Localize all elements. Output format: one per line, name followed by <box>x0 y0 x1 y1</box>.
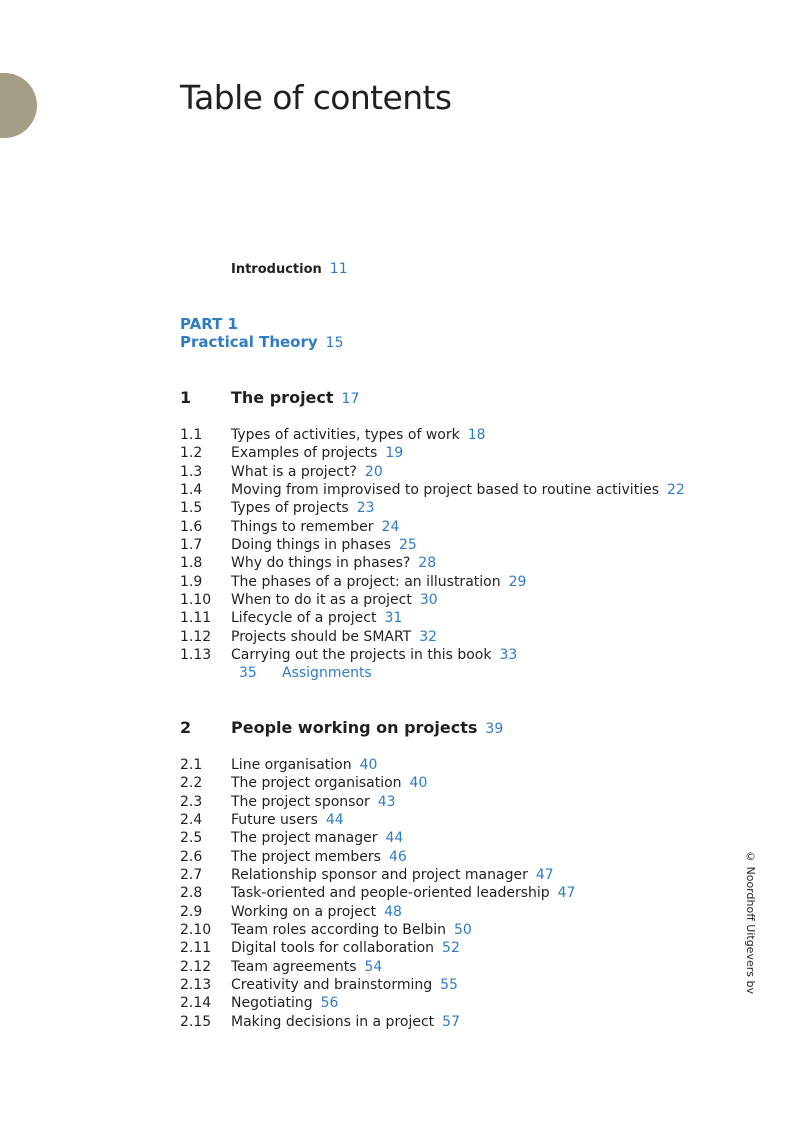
chapter-page-number: 39 <box>485 721 504 737</box>
section-page-number: 48 <box>384 903 402 920</box>
section-number: 2.8 <box>180 885 203 902</box>
section-title: Making decisions in a project <box>231 1013 435 1030</box>
chapter-title: The project <box>231 388 334 407</box>
section-number: 1.1 <box>180 427 203 443</box>
section-page-number: 47 <box>557 885 576 902</box>
section-number: 1.8 <box>180 555 203 572</box>
assignments-title: Assignments <box>282 665 372 682</box>
section-page-number: 57 <box>442 1013 460 1030</box>
part-title: Practical Theory <box>180 333 318 351</box>
section-page-number: 44 <box>385 830 404 847</box>
section-page-number: 44 <box>325 812 344 829</box>
section-number: 2.10 <box>180 922 212 939</box>
section-number: 1.5 <box>180 500 203 517</box>
toc-introduction[interactable] <box>231 261 348 277</box>
section-page-number: 28 <box>418 555 437 572</box>
section-entry-1-13[interactable] <box>180 646 740 664</box>
section-page-number: 46 <box>388 848 407 865</box>
section-entry-1-1[interactable] <box>180 426 740 444</box>
toc-chapter-1 <box>180 388 740 683</box>
section-entry-2-6[interactable] <box>180 848 740 866</box>
section-page-number: 30 <box>419 592 438 609</box>
section-number: 2.14 <box>180 995 212 1012</box>
section-number: 1.13 <box>180 647 212 664</box>
section-page-number: 32 <box>419 628 438 645</box>
section-page-number: 24 <box>381 518 400 535</box>
section-list <box>180 756 740 1031</box>
section-page-number: 29 <box>508 573 527 590</box>
section-number: 2.3 <box>180 793 203 810</box>
section-title: Task-oriented and people-oriented leadership <box>231 885 550 902</box>
section-title: The phases of a project: an illustration <box>231 573 501 590</box>
section-entry-1-8[interactable] <box>180 554 740 572</box>
section-title: Types of activities, types of work <box>231 427 460 443</box>
section-entry-2-7[interactable] <box>180 866 740 884</box>
section-number: 2.4 <box>180 812 203 829</box>
section-title: Team roles according to Belbin <box>231 922 447 939</box>
section-entry-2-10[interactable] <box>180 921 740 939</box>
section-entry-1-4[interactable] <box>180 481 740 499</box>
section-entry-2-11[interactable] <box>180 939 740 957</box>
page-title: Table of contents <box>180 78 452 117</box>
section-number: 2.5 <box>180 830 203 847</box>
section-number: 2.7 <box>180 867 203 884</box>
section-page-number: 40 <box>359 757 378 773</box>
section-title: The project sponsor <box>231 793 370 810</box>
section-entry-1-7[interactable] <box>180 536 740 554</box>
section-title: Why do things in phases? <box>231 555 411 572</box>
section-entry-2-3[interactable] <box>180 793 740 811</box>
section-title: Creativity and brainstorming <box>231 977 433 994</box>
section-title: Team agreements <box>231 958 357 975</box>
part-label: PART 1 <box>180 315 238 333</box>
section-page-number: 31 <box>384 610 403 627</box>
section-page-number: 18 <box>467 427 486 443</box>
section-page-number: 55 <box>440 977 458 994</box>
section-number: 1.12 <box>180 628 212 645</box>
section-title: Carrying out the projects in this book <box>231 647 492 664</box>
section-page-number: 43 <box>377 793 396 810</box>
section-entry-2-12[interactable] <box>180 958 740 976</box>
chapter-heading[interactable] <box>180 718 740 738</box>
section-number: 1.6 <box>180 518 203 535</box>
section-page-number: 19 <box>385 445 404 462</box>
section-entry-1-3[interactable] <box>180 463 740 481</box>
chapter-page-number: 17 <box>341 391 360 407</box>
section-number: 2.9 <box>180 903 203 920</box>
assignments-entry[interactable] <box>180 664 740 682</box>
part-title-entry[interactable] <box>180 333 344 353</box>
section-title: Negotiating <box>231 995 313 1012</box>
section-number: 1.9 <box>180 573 203 590</box>
section-entry-2-5[interactable] <box>180 829 740 847</box>
section-page-number: 20 <box>364 463 383 480</box>
section-entry-1-2[interactable] <box>180 444 740 462</box>
section-entry-1-9[interactable] <box>180 573 740 591</box>
introduction-page-number: 11 <box>329 261 348 277</box>
chapter-number: 2 <box>180 718 192 737</box>
section-title: Working on a project <box>231 903 377 920</box>
section-page-number: 40 <box>409 775 428 792</box>
section-title: Moving from improvised to project based to routine activities <box>231 482 659 499</box>
section-title: Projects should be SMART <box>231 628 412 645</box>
section-title: Digital tools for collaboration <box>231 940 435 957</box>
section-entry-2-8[interactable] <box>180 884 740 902</box>
section-number: 1.10 <box>180 592 212 609</box>
copyright-notice: © Noordhoff Uitgevers bv <box>744 850 757 994</box>
section-entry-1-5[interactable] <box>180 499 740 517</box>
section-entry-2-9[interactable] <box>180 903 740 921</box>
section-page-number: 47 <box>535 867 554 884</box>
part-page-number: 15 <box>325 335 344 351</box>
section-title: Types of projects <box>231 500 349 517</box>
section-page-number: 52 <box>442 940 460 957</box>
section-title: Doing things in phases <box>231 537 391 554</box>
section-page-number: 23 <box>356 500 375 517</box>
section-number: 1.2 <box>180 445 203 462</box>
section-title: When to do it as a project <box>231 592 412 609</box>
chapter-number: 1 <box>180 388 192 407</box>
section-page-number: 56 <box>320 995 339 1012</box>
section-number: 1.4 <box>180 482 203 499</box>
section-title: Things to remember <box>231 518 374 535</box>
section-page-number: 22 <box>666 482 685 499</box>
chapter-title: People working on projects <box>231 718 478 737</box>
section-number: 2.6 <box>180 848 203 865</box>
section-number: 1.3 <box>180 463 203 480</box>
section-number: 2.15 <box>180 1013 212 1030</box>
assignments-page-number: 35 <box>239 665 257 682</box>
toc-chapter-2 <box>180 718 740 1031</box>
section-title: Line organisation <box>231 757 352 773</box>
section-page-number: 50 <box>454 922 472 939</box>
section-entry-2-15[interactable] <box>180 1013 740 1031</box>
section-entry-2-4[interactable] <box>180 811 740 829</box>
section-title: Future users <box>231 812 318 829</box>
section-title: The project members <box>231 848 381 865</box>
section-entry-1-10[interactable] <box>180 591 740 609</box>
section-entry-1-6[interactable] <box>180 518 740 536</box>
chapter-heading[interactable] <box>180 388 740 408</box>
section-number: 2.11 <box>180 940 212 957</box>
section-entry-1-11[interactable] <box>180 609 740 627</box>
section-entry-2-2[interactable] <box>180 774 740 792</box>
chapter-tab-marker <box>0 73 37 138</box>
section-number: 2.13 <box>180 977 212 994</box>
section-number: 1.11 <box>180 610 212 627</box>
toc-part-1 <box>180 315 344 353</box>
section-title: Examples of projects <box>231 445 378 462</box>
section-page-number: 54 <box>364 958 383 975</box>
section-number: 2.2 <box>180 775 203 792</box>
section-entry-2-14[interactable] <box>180 994 740 1012</box>
section-title: Lifecycle of a project <box>231 610 377 627</box>
section-entry-1-12[interactable] <box>180 628 740 646</box>
section-page-number: 25 <box>398 537 417 554</box>
section-title: The project manager <box>231 830 378 847</box>
section-entry-2-13[interactable] <box>180 976 740 994</box>
section-number: 2.1 <box>180 757 203 773</box>
section-list <box>180 426 740 683</box>
section-title: The project organisation <box>231 775 402 792</box>
section-number: 1.7 <box>180 537 203 554</box>
section-title: Relationship sponsor and project manager <box>231 867 528 884</box>
section-page-number: 33 <box>499 647 518 664</box>
section-number: 2.12 <box>180 958 212 975</box>
section-entry-2-1[interactable] <box>180 756 740 774</box>
section-title: What is a project? <box>231 463 357 480</box>
introduction-title: Introduction <box>231 262 322 277</box>
